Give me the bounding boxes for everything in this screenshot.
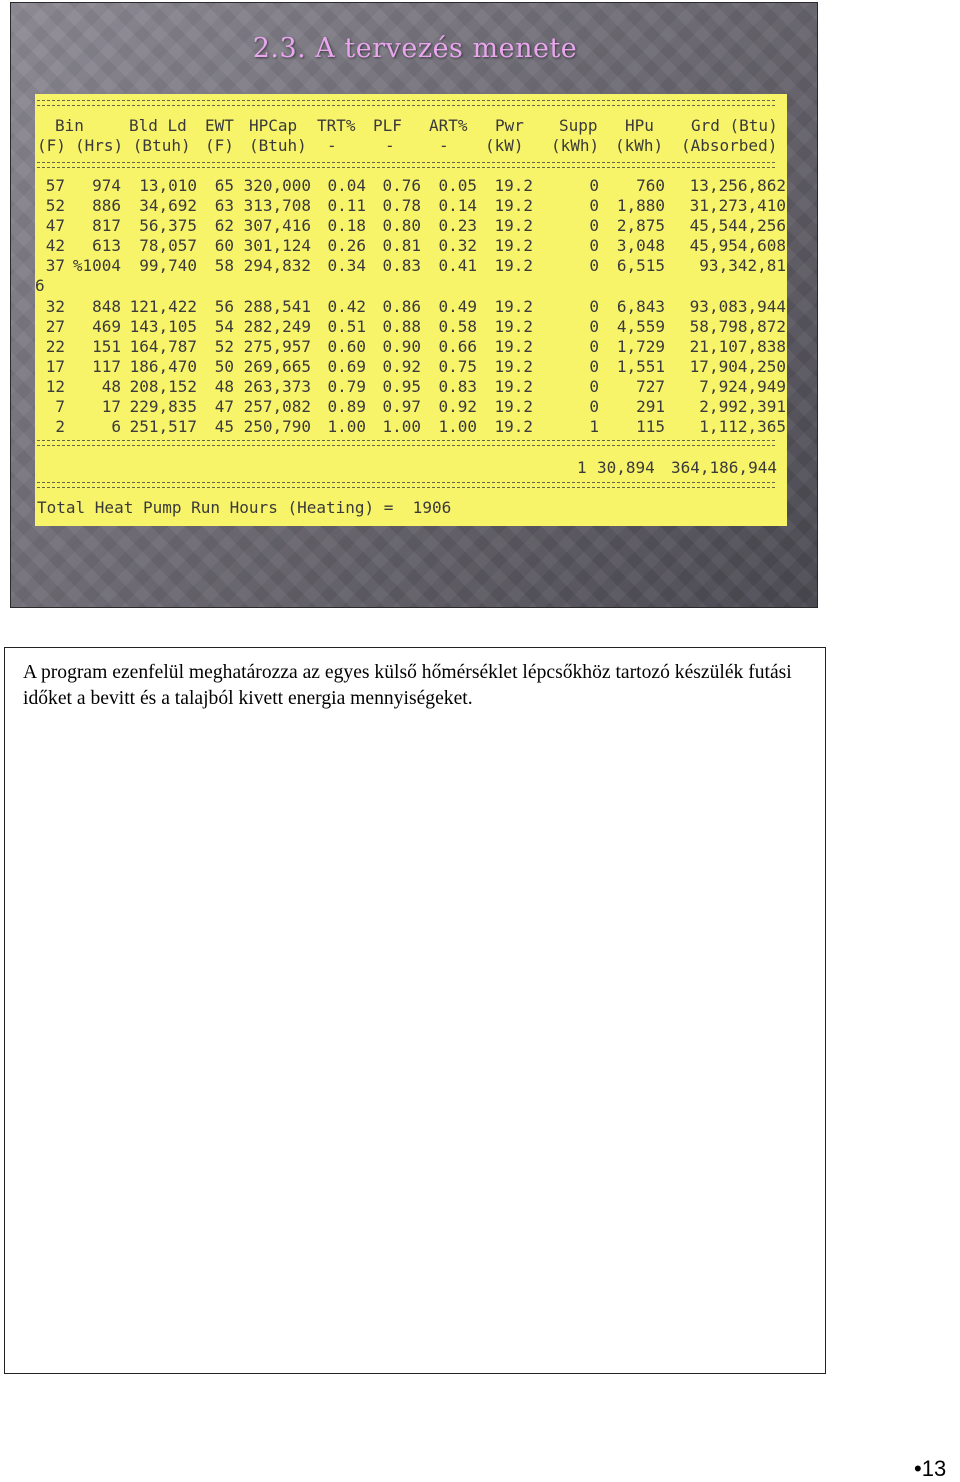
cell-plf: 0.86: [382, 296, 421, 316]
table-row: [35, 317, 787, 337]
program-output-table: [35, 94, 787, 526]
header-ewt: EWT: [205, 116, 234, 135]
cell-grd: 45,544,256: [689, 216, 786, 236]
cell-hpcap: 313,708: [243, 196, 311, 216]
cell-art: 0.41: [438, 256, 477, 276]
cell-bin: 17: [45, 356, 65, 376]
cell-hrs: 817: [92, 216, 121, 236]
cell-art: 0.83: [438, 376, 477, 396]
cell-bldld: 143,105: [129, 316, 197, 336]
header-hpu-unit: (kWh): [615, 136, 664, 155]
cell-hpcap: 288,541: [243, 296, 311, 316]
cell-grd: 2,992,391: [699, 397, 786, 417]
cell-plf: 1.00: [382, 417, 421, 437]
header-bldld-unit: (Hrs) (Btuh): [75, 136, 191, 155]
cell-hpcap: 307,416: [243, 216, 311, 236]
header-supp: Supp: [559, 116, 598, 135]
totals-row: [35, 458, 787, 478]
cell-trt: 0.34: [327, 256, 366, 276]
header-trt-unit: -: [327, 136, 337, 155]
cell-bldld: 56,375: [139, 216, 197, 236]
cell-bin: 52: [45, 196, 65, 216]
cell-grd: 31,273,410: [689, 196, 786, 216]
header-plf-unit: -: [385, 136, 395, 155]
cell-bldld: 34,692: [139, 196, 197, 216]
cell-trt: 0.04: [327, 176, 366, 195]
cell-ewt: 54: [214, 316, 234, 336]
cell-ewt: 60: [214, 236, 234, 256]
cell-art: 0.58: [438, 316, 477, 336]
cell-supp: 0: [589, 196, 599, 216]
cell-bldld: 208,152: [129, 376, 197, 396]
cell-supp: 0: [589, 296, 599, 316]
table-header: [35, 116, 787, 158]
cell-hrs: 469: [92, 316, 121, 336]
table-top-rule: [37, 100, 775, 106]
cell-ewt: 48: [214, 376, 234, 396]
cell-grd: 58,798,872: [689, 316, 786, 336]
slide-caption: A program ezenfelül meghatározza az egyes külső hőmérséklet lépcsőkhöz tartozó készülék futási időket a bevitt és a talajból kivett energia mennyiségeket.: [23, 662, 792, 709]
cell-hpu: 2,875: [616, 216, 665, 236]
cell-supp: 0: [589, 256, 599, 276]
cell-hpu: 291: [636, 397, 665, 417]
cell-hpcap: 250,790: [243, 417, 311, 437]
header-ewt-unit: (F): [205, 136, 234, 155]
table-body: [35, 176, 787, 437]
table-row: [35, 397, 787, 417]
cell-pwr: 19.2: [494, 356, 533, 376]
cell-hpu: 1,729: [616, 336, 665, 356]
header-bldld: Bld Ld: [129, 116, 187, 135]
cell-hpu: 3,048: [616, 236, 665, 256]
table-bottom-rule: [37, 440, 775, 446]
cell-supp: 0: [589, 356, 599, 376]
cell-hpu: 1,880: [616, 196, 665, 216]
cell-hrs: 48: [101, 376, 121, 396]
cell-pwr: 19.2: [494, 296, 533, 316]
header-bin: Bin: [55, 116, 84, 135]
cell-bin: 27: [45, 316, 65, 336]
cell-pwr: 19.2: [494, 397, 533, 417]
cell-bldld: 251,517: [129, 417, 197, 437]
cell-hpu: 1,551: [616, 356, 665, 376]
cell-hrs: 974: [92, 176, 121, 195]
slide-title: 2.3. A tervezés menete: [252, 33, 578, 64]
header-bin-unit: (F): [37, 136, 66, 155]
cell-plf: 0.88: [382, 316, 421, 336]
cell-grd: 93,083,944: [689, 296, 786, 316]
cell-bin: 6: [35, 276, 45, 296]
cell-plf: 0.92: [382, 356, 421, 376]
cell-plf: 0.78: [382, 196, 421, 216]
cell-art: 1.00: [438, 417, 477, 437]
table-row: [35, 256, 787, 276]
cell-trt: 0.79: [327, 376, 366, 396]
cell-hpcap: 294,832: [243, 256, 311, 276]
cell-hrs: 151: [92, 336, 121, 356]
table-row: [35, 297, 787, 317]
table-row: [35, 417, 787, 437]
cell-hrs: 117: [92, 356, 121, 376]
cell-grd: 93,342,81: [699, 256, 786, 276]
header-grd: Grd (Btu): [691, 116, 778, 135]
cell-bldld: 186,470: [129, 356, 197, 376]
header-hpcap: HPCap: [249, 116, 298, 135]
cell-ewt: 52: [214, 336, 234, 356]
cell-hpcap: 275,957: [243, 336, 311, 356]
table-row: [35, 276, 787, 296]
cell-bldld: 164,787: [129, 336, 197, 356]
table-row: [35, 357, 787, 377]
cell-bldld: 99,740: [139, 256, 197, 276]
cell-supp: 0: [589, 176, 599, 195]
cell-supp: 1: [589, 417, 599, 437]
header-supp-unit: (kWh): [551, 136, 600, 155]
cell-trt: 0.42: [327, 296, 366, 316]
cell-pwr: 19.2: [494, 176, 533, 195]
cell-trt: 0.89: [327, 397, 366, 417]
cell-ewt: 50: [214, 356, 234, 376]
cell-bin: 37: [45, 256, 65, 276]
table-row: [35, 176, 787, 196]
cell-hrs: 848: [92, 296, 121, 316]
cell-grd: 13,256,862: [689, 176, 786, 195]
cell-pwr: 19.2: [494, 336, 533, 356]
cell-ewt: 45: [214, 417, 234, 437]
cell-grd: 17,904,250: [689, 356, 786, 376]
table-header-rule: [37, 162, 775, 168]
cell-hpcap: 282,249: [243, 316, 311, 336]
cell-supp: 0: [589, 397, 599, 417]
cell-plf: 0.76: [382, 176, 421, 195]
cell-hrs: 6: [111, 417, 121, 437]
cell-art: 0.23: [438, 216, 477, 236]
cell-hpu: 115: [636, 417, 665, 437]
header-pwr-unit: (kW): [485, 136, 524, 155]
cell-hpcap: 301,124: [243, 236, 311, 256]
header-hpu: HPu: [625, 116, 654, 135]
header-grd-unit: (Absorbed): [681, 136, 778, 155]
cell-trt: 0.18: [327, 216, 366, 236]
cell-pwr: 19.2: [494, 417, 533, 437]
table-row: [35, 337, 787, 357]
cell-ewt: 65: [214, 176, 234, 195]
cell-plf: 0.90: [382, 336, 421, 356]
cell-bin: 2: [55, 417, 65, 437]
cell-pwr: 19.2: [494, 196, 533, 216]
cell-hpu: 727: [636, 376, 665, 396]
cell-art: 0.49: [438, 296, 477, 316]
total-hpu: 30,894: [597, 458, 655, 477]
cell-ewt: 62: [214, 216, 234, 236]
cell-hpcap: 269,665: [243, 356, 311, 376]
cell-pwr: 19.2: [494, 216, 533, 236]
cell-bin: 32: [45, 296, 65, 316]
cell-pwr: 19.2: [494, 236, 533, 256]
cell-trt: 1.00: [327, 417, 366, 437]
table-row: [35, 236, 787, 256]
cell-trt: 0.26: [327, 236, 366, 256]
cell-bldld: 229,835: [129, 397, 197, 417]
total-grd: 364,186,944: [671, 458, 777, 477]
cell-hpcap: 263,373: [243, 376, 311, 396]
table-row: [35, 196, 787, 216]
cell-supp: 0: [589, 216, 599, 236]
cell-trt: 0.51: [327, 316, 366, 336]
cell-art: 0.92: [438, 397, 477, 417]
cell-grd: 7,924,949: [699, 376, 786, 396]
cell-pwr: 19.2: [494, 376, 533, 396]
cell-art: 0.66: [438, 336, 477, 356]
header-plf: PLF: [373, 116, 402, 135]
cell-hrs: %1004: [72, 256, 121, 276]
cell-pwr: 19.2: [494, 316, 533, 336]
cell-bin: 22: [45, 336, 65, 356]
cell-ewt: 56: [214, 296, 234, 316]
table-row: [35, 377, 787, 397]
cell-hrs: 17: [101, 397, 121, 417]
cell-art: 0.75: [438, 356, 477, 376]
cell-hpcap: 320,000: [243, 176, 311, 195]
slide-image: [10, 2, 818, 608]
cell-grd: 1,112,365: [699, 417, 786, 437]
run-hours-summary: Total Heat Pump Run Hours (Heating) = 1906: [37, 498, 452, 517]
cell-hpu: 760: [636, 176, 665, 195]
cell-plf: 0.80: [382, 216, 421, 236]
cell-supp: 0: [589, 316, 599, 336]
table-footer-rule: [37, 482, 775, 488]
cell-bin: 47: [45, 216, 65, 236]
cell-bin: 12: [45, 376, 65, 396]
header-hpcap-unit: (Btuh): [249, 136, 307, 155]
cell-hpu: 6,843: [616, 296, 665, 316]
cell-plf: 0.95: [382, 376, 421, 396]
cell-art: 0.05: [438, 176, 477, 195]
cell-pwr: 19.2: [494, 256, 533, 276]
cell-hpu: 6,515: [616, 256, 665, 276]
cell-plf: 0.81: [382, 236, 421, 256]
cell-grd: 45,954,608: [689, 236, 786, 256]
cell-ewt: 63: [214, 196, 234, 216]
cell-bin: 7: [55, 397, 65, 417]
cell-plf: 0.83: [382, 256, 421, 276]
header-art-unit: -: [439, 136, 449, 155]
total-supp: 1: [577, 458, 587, 477]
cell-grd: 21,107,838: [689, 336, 786, 356]
cell-hpcap: 257,082: [243, 397, 311, 417]
header-art: ART%: [429, 116, 468, 135]
cell-plf: 0.97: [382, 397, 421, 417]
cell-supp: 0: [589, 376, 599, 396]
cell-trt: 0.69: [327, 356, 366, 376]
notes-box: [4, 647, 826, 1374]
table-row: [35, 216, 787, 236]
cell-ewt: 58: [214, 256, 234, 276]
header-trt: TRT%: [317, 116, 356, 135]
cell-art: 0.14: [438, 196, 477, 216]
cell-ewt: 47: [214, 397, 234, 417]
cell-trt: 0.60: [327, 336, 366, 356]
cell-supp: 0: [589, 336, 599, 356]
cell-supp: 0: [589, 236, 599, 256]
cell-trt: 0.11: [327, 196, 366, 216]
cell-bldld: 13,010: [139, 176, 197, 195]
cell-art: 0.32: [438, 236, 477, 256]
cell-bin: 42: [45, 236, 65, 256]
header-pwr: Pwr: [495, 116, 524, 135]
page-number: •13: [914, 1456, 947, 1481]
cell-bldld: 121,422: [129, 296, 197, 316]
cell-bin: 57: [45, 176, 65, 195]
cell-hpu: 4,559: [616, 316, 665, 336]
cell-hrs: 886: [92, 196, 121, 216]
cell-hrs: 613: [92, 236, 121, 256]
cell-bldld: 78,057: [139, 236, 197, 256]
